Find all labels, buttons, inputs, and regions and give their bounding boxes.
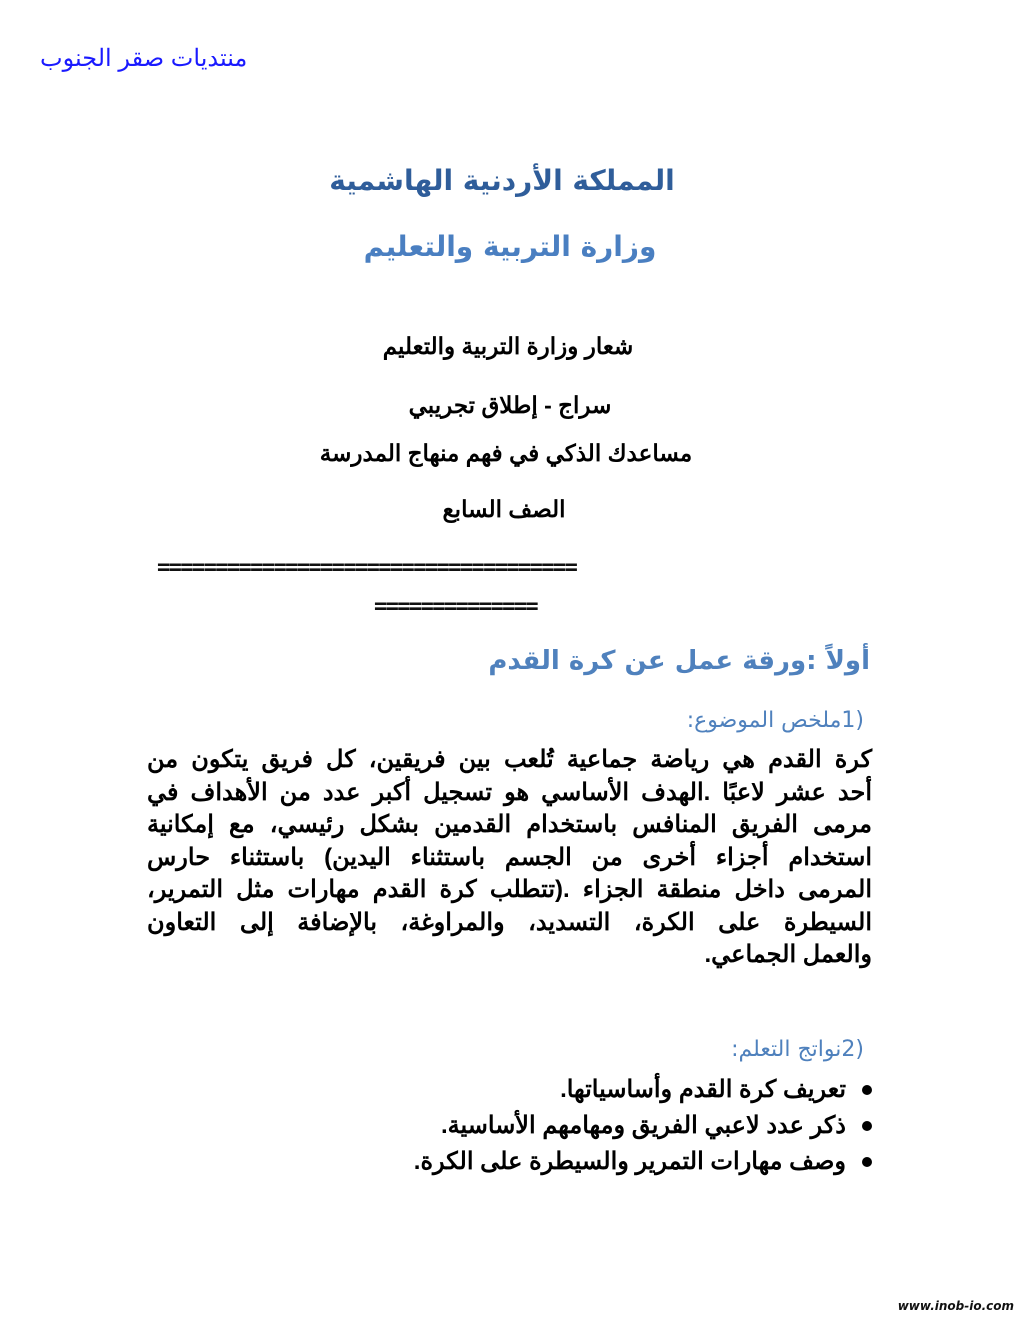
paragraph-line: السيطرة على الكرة، التسديد، والمراوغة، بالإضافة إلى التعاون [147, 908, 873, 936]
paragraph-line: مرمى الفريق المنافس باستخدام القدمين بشكل رئيسي، مع إمكانية [147, 811, 872, 838]
grade-label: الصف السابع [442, 496, 566, 522]
separator-line: ==================================== [157, 555, 577, 580]
summary-heading: (1ملخص الموضوع: [686, 708, 864, 733]
site-watermark: www.inob-io.com [897, 1299, 1014, 1313]
bullet-icon [862, 1085, 872, 1095]
paragraph-line: أحد عشر لاعبًا .الهدف الأساسي هو تسجيل أكبر عدد من الأهداف في [147, 778, 872, 806]
siraj-launch-line: سراج - إطلاق تجريبي [408, 392, 612, 418]
separator-line: ============== [374, 594, 538, 619]
assistant-tagline: مساعدك الذكي في فهم منهاج المدرسة [319, 440, 693, 466]
forum-watermark: منتديات صقر الجنوب [40, 45, 248, 72]
outcomes-heading: (2نواتج التعلم: [731, 1037, 864, 1062]
bullet-icon [862, 1157, 872, 1167]
paragraph-line: المرمى داخل منطقة الجزاء .(تتطلب كرة القدم مهارات مثل التمرير، [147, 876, 872, 903]
list-item [414, 1144, 872, 1180]
outcome-text: ذكر عدد لاعبي الفريق ومهامهم الأساسية. [441, 1112, 846, 1139]
outcomes-list [414, 1072, 872, 1180]
outcome-text: تعريف كرة القدم وأساسياتها. [560, 1076, 846, 1103]
bullet-icon [862, 1121, 872, 1131]
summary-paragraph [147, 744, 872, 972]
section-title: أولاً :ورقة عمل عن كرة القدم [488, 646, 870, 676]
list-item [414, 1072, 872, 1108]
paragraph-line: كرة القدم هي رياضة جماعية تُلعب بين فريقين، كل فريق يتكون من [147, 746, 872, 773]
list-item [414, 1108, 872, 1144]
ministry-subtitle: وزارة التربية والتعليم [363, 230, 657, 263]
paragraph-line: استخدام أجزاء أخرى من الجسم باستثناء اليدين) باستثناء حارس [147, 843, 872, 871]
kingdom-title: المملكة الأردنية الهاشمية [329, 164, 675, 197]
outcome-text: وصف مهارات التمرير والسيطرة على الكرة. [413, 1148, 846, 1175]
ministry-logo-caption: شعار وزارة التربية والتعليم [382, 333, 634, 359]
paragraph-line: والعمل الجماعي. [704, 941, 872, 968]
